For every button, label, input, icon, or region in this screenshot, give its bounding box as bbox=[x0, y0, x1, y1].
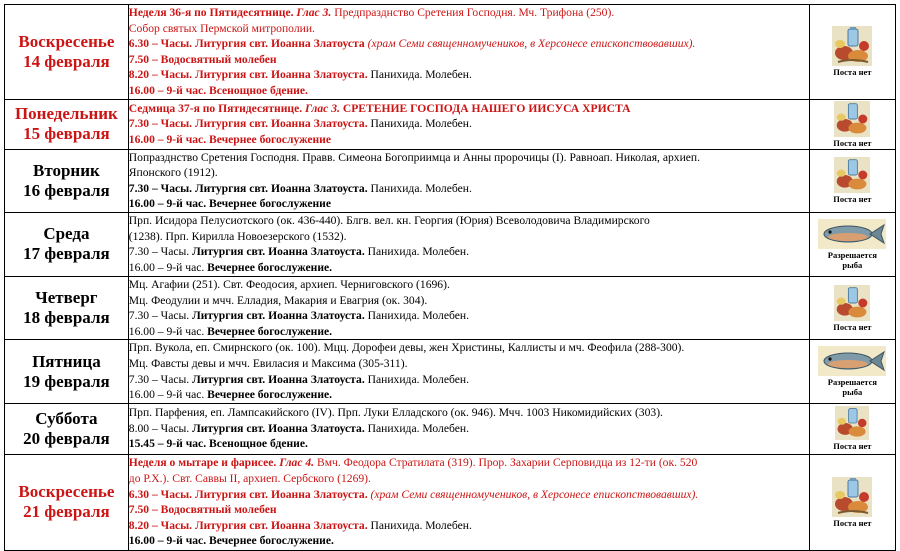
service-extra: Панихида. Молебен. bbox=[367, 245, 469, 259]
fish-icon bbox=[818, 346, 886, 376]
weekday: Понедельник bbox=[14, 104, 118, 124]
day-cell bbox=[5, 212, 129, 276]
weekday: Четверг bbox=[35, 288, 98, 308]
service-extra: Панихида. Молебен. bbox=[370, 518, 472, 532]
service-description bbox=[128, 454, 809, 550]
service-extra: Панихида. Молебен. bbox=[367, 309, 469, 323]
service-time: 16.00 – 9-й час. Вечернее богослужение. bbox=[128, 534, 334, 548]
service-time: Литургия свт. Иоанна Златоуста. bbox=[192, 309, 365, 323]
date: 20 февраля bbox=[23, 428, 110, 448]
service-time: 7.30 – Часы. Литургия свт. Иоанна Златоуста. bbox=[128, 117, 368, 131]
service-time: 7.30 – Часы. Литургия свт. Иоанна Златоуста. bbox=[128, 181, 368, 195]
service-time: Вечернее богослужение. bbox=[207, 324, 333, 338]
fast-label: Поста нет bbox=[833, 441, 872, 452]
fast-label: Поста нет bbox=[833, 321, 872, 332]
saints-text: Мц. Агафии (251). Свт. Феодосия, архиеп. Черниговского (1696). bbox=[128, 277, 450, 291]
saints-text: Вмч. Феодора Стратилата (319). Прор. Захарии Серповидца из 12-ти (ок. 520 bbox=[316, 456, 698, 470]
day-row bbox=[5, 340, 896, 403]
fast-label: Разрешается bbox=[827, 377, 877, 387]
date: 19 февраля bbox=[23, 371, 110, 391]
weekday: Среда bbox=[43, 224, 90, 244]
service-extra: Панихида. Молебен. bbox=[370, 181, 472, 195]
service-description bbox=[128, 5, 809, 100]
saints-text: Мц. Феодулии и мчч. Елладия, Макария и Евагрия (ок. 304). bbox=[128, 293, 428, 307]
fast-label: Поста нет bbox=[833, 137, 872, 148]
service-extra: Панихида. Молебен. bbox=[370, 117, 472, 131]
food-icon bbox=[832, 477, 872, 517]
service-time-plain: 16.00 – 9-й час. bbox=[128, 324, 205, 338]
tone: Глас 3. bbox=[305, 101, 340, 115]
service-description bbox=[128, 340, 809, 403]
service-time: Вечернее богослужение bbox=[209, 132, 332, 146]
service-time-plain: 8.00 – Часы. bbox=[128, 421, 190, 435]
date: 14 февраля bbox=[23, 51, 110, 71]
service-time: Вечернее богослужение. bbox=[207, 261, 333, 275]
date: 18 февраля bbox=[23, 308, 110, 328]
week-title: Неделя о мытаре и фарисее. bbox=[128, 456, 277, 470]
day-row bbox=[5, 99, 896, 149]
saints-text: Собор святых Пермской митрополии. bbox=[128, 21, 315, 35]
service-description bbox=[128, 149, 809, 212]
service-time-plain: 15.45 – 9-й час. bbox=[128, 437, 207, 451]
saints-text: Мц. Фавсты девы и мчч. Евиласия и Максима (305-311). bbox=[128, 356, 408, 370]
food-icon bbox=[834, 157, 870, 193]
service-time-plain: 7.30 – Часы. bbox=[128, 372, 190, 386]
fast-cell bbox=[809, 403, 895, 454]
weekday: Суббота bbox=[35, 408, 98, 428]
day-cell bbox=[5, 99, 129, 149]
fast-cell bbox=[809, 454, 895, 550]
fast-label: Поста нет bbox=[833, 194, 872, 205]
weekday: Воскресенье bbox=[18, 31, 115, 51]
tone: Глас 4. bbox=[279, 456, 315, 470]
saints-text: Предпразднство Сретения Господня. Мч. Трифона (250). bbox=[334, 6, 615, 19]
date: 17 февраля bbox=[23, 244, 110, 264]
week-title: Седмица 37-я по Пятидесятнице. bbox=[128, 101, 303, 115]
service-description bbox=[128, 212, 809, 276]
fast-label: рыба bbox=[842, 259, 863, 270]
service-time: Вечернее богослужение. bbox=[207, 388, 333, 402]
weekday: Воскресенье bbox=[18, 482, 115, 502]
schedule-table bbox=[4, 4, 896, 551]
saints-text: Прп. Исидора Пелусиотского (ок. 436-440). Блгв. вел. кн. Георгия (Юрия) Всеволодовича Владимирского bbox=[128, 214, 650, 228]
fast-cell bbox=[809, 149, 895, 212]
fish-icon bbox=[818, 219, 886, 249]
day-cell bbox=[5, 276, 129, 339]
date: 16 февраля bbox=[23, 180, 110, 200]
weekday: Пятница bbox=[32, 351, 101, 371]
fast-cell bbox=[809, 5, 895, 100]
day-cell bbox=[5, 403, 129, 454]
fast-label: Поста нет bbox=[833, 517, 872, 528]
service-time-plain: 16.00 – 9-й час. bbox=[128, 388, 205, 402]
saints-text: Прп. Парфения, еп. Лампсакийского (IV). Прп. Луки Елладского (ок. 946). Мчч. 1003 Никомидийских (303). bbox=[128, 406, 663, 420]
fast-cell bbox=[809, 276, 895, 339]
day-row bbox=[5, 403, 896, 454]
food-icon bbox=[834, 101, 870, 137]
service-extra: Панихида. Молебен. bbox=[367, 372, 469, 386]
service-time: Литургия свт. Иоанна Златоуста. bbox=[192, 372, 365, 386]
date: 21 февраля bbox=[23, 502, 110, 522]
saints-text: Японского (1912). bbox=[128, 166, 218, 180]
service-time: 8.20 – Часы. Литургия свт. Иоанна Златоуста. bbox=[128, 68, 368, 82]
day-cell bbox=[5, 5, 129, 100]
fast-label: Поста нет bbox=[833, 67, 872, 78]
service-time-plain: 7.30 – Часы. bbox=[128, 245, 190, 259]
service-description bbox=[128, 99, 809, 149]
service-note: (храм Семи священномучеников, в Херсонесе епископствовавших). bbox=[370, 487, 699, 501]
day-cell bbox=[5, 340, 129, 403]
week-title: Неделя 36-я по Пятидесятнице. bbox=[128, 6, 294, 19]
service-description bbox=[128, 276, 809, 339]
feast-title: СРЕТЕНИЕ ГОСПОДА НАШЕГО ИИСУСА ХРИСТА bbox=[342, 101, 631, 115]
service-time: 16.00 – 9-й час. Вечернее богослужение bbox=[128, 197, 331, 211]
service-description bbox=[128, 403, 809, 454]
date: 15 февраля bbox=[23, 124, 110, 144]
weekday: Вторник bbox=[32, 160, 100, 180]
fast-label: Разрешается bbox=[827, 249, 877, 260]
service-time: 8.20 – Часы. Литургия свт. Иоанна Златоуста. bbox=[128, 518, 368, 532]
day-cell bbox=[5, 149, 129, 212]
day-row bbox=[5, 212, 896, 276]
food-icon bbox=[834, 285, 870, 321]
saints-text: Попразднство Сретения Господня. Правв. Симеона Богоприимца и Анны пророчицы (I). Равноап. Николая, архиеп. bbox=[128, 150, 701, 164]
saints-text: Прп. Вукола, еп. Смирнского (ок. 100). Мцц. Дорофеи девы, жен Христины, Каллисты и мч. Феофила (288-300). bbox=[128, 341, 685, 355]
day-row bbox=[5, 149, 896, 212]
service-time: 7.50 – Водосвятный молебен bbox=[128, 503, 277, 517]
service-time: Всенощное бдение. bbox=[209, 437, 308, 451]
service-extra: Панихида. Молебен. bbox=[367, 421, 469, 435]
fast-cell bbox=[809, 340, 895, 403]
day-row bbox=[5, 5, 896, 100]
fast-label: рыба bbox=[842, 387, 863, 397]
service-time: 6.30 – Часы. Литургия свт. Иоанна Златоуста. bbox=[128, 487, 368, 501]
food-icon bbox=[835, 406, 869, 440]
fast-cell bbox=[809, 99, 895, 149]
day-cell bbox=[5, 454, 129, 550]
service-time-plain: 7.30 – Часы. bbox=[128, 309, 190, 323]
service-time: 6.30 – Часы. Литургия свт. Иоанна Златоуста bbox=[128, 37, 365, 51]
service-time: 16.00 – 9-й час. Всенощное бдение. bbox=[128, 83, 308, 97]
service-time-plain: 16.00 – 9-й час. bbox=[128, 132, 207, 146]
fast-cell bbox=[809, 212, 895, 276]
service-extra: Панихида. Молебен. bbox=[370, 68, 472, 82]
day-row bbox=[5, 276, 896, 339]
service-time: Литургия свт. Иоанна Златоуста. bbox=[192, 421, 365, 435]
food-icon bbox=[832, 26, 872, 66]
service-time: Литургия свт. Иоанна Златоуста. bbox=[192, 245, 365, 259]
tone: Глас 3. bbox=[296, 6, 332, 19]
saints-text: (1238). Прп. Кирилла Новоезерского (1532). bbox=[128, 229, 347, 243]
service-note: (храм Семи священномучеников, в Херсонесе епископствовавших). bbox=[367, 37, 696, 51]
day-row bbox=[5, 454, 896, 550]
service-time: 7.50 – Водосвятный молебен bbox=[128, 52, 277, 66]
service-time-plain: 16.00 – 9-й час. bbox=[128, 261, 205, 275]
saints-text: до Р.Х.). Свт. Саввы II, архиеп. Сербского (1269). bbox=[128, 472, 371, 485]
